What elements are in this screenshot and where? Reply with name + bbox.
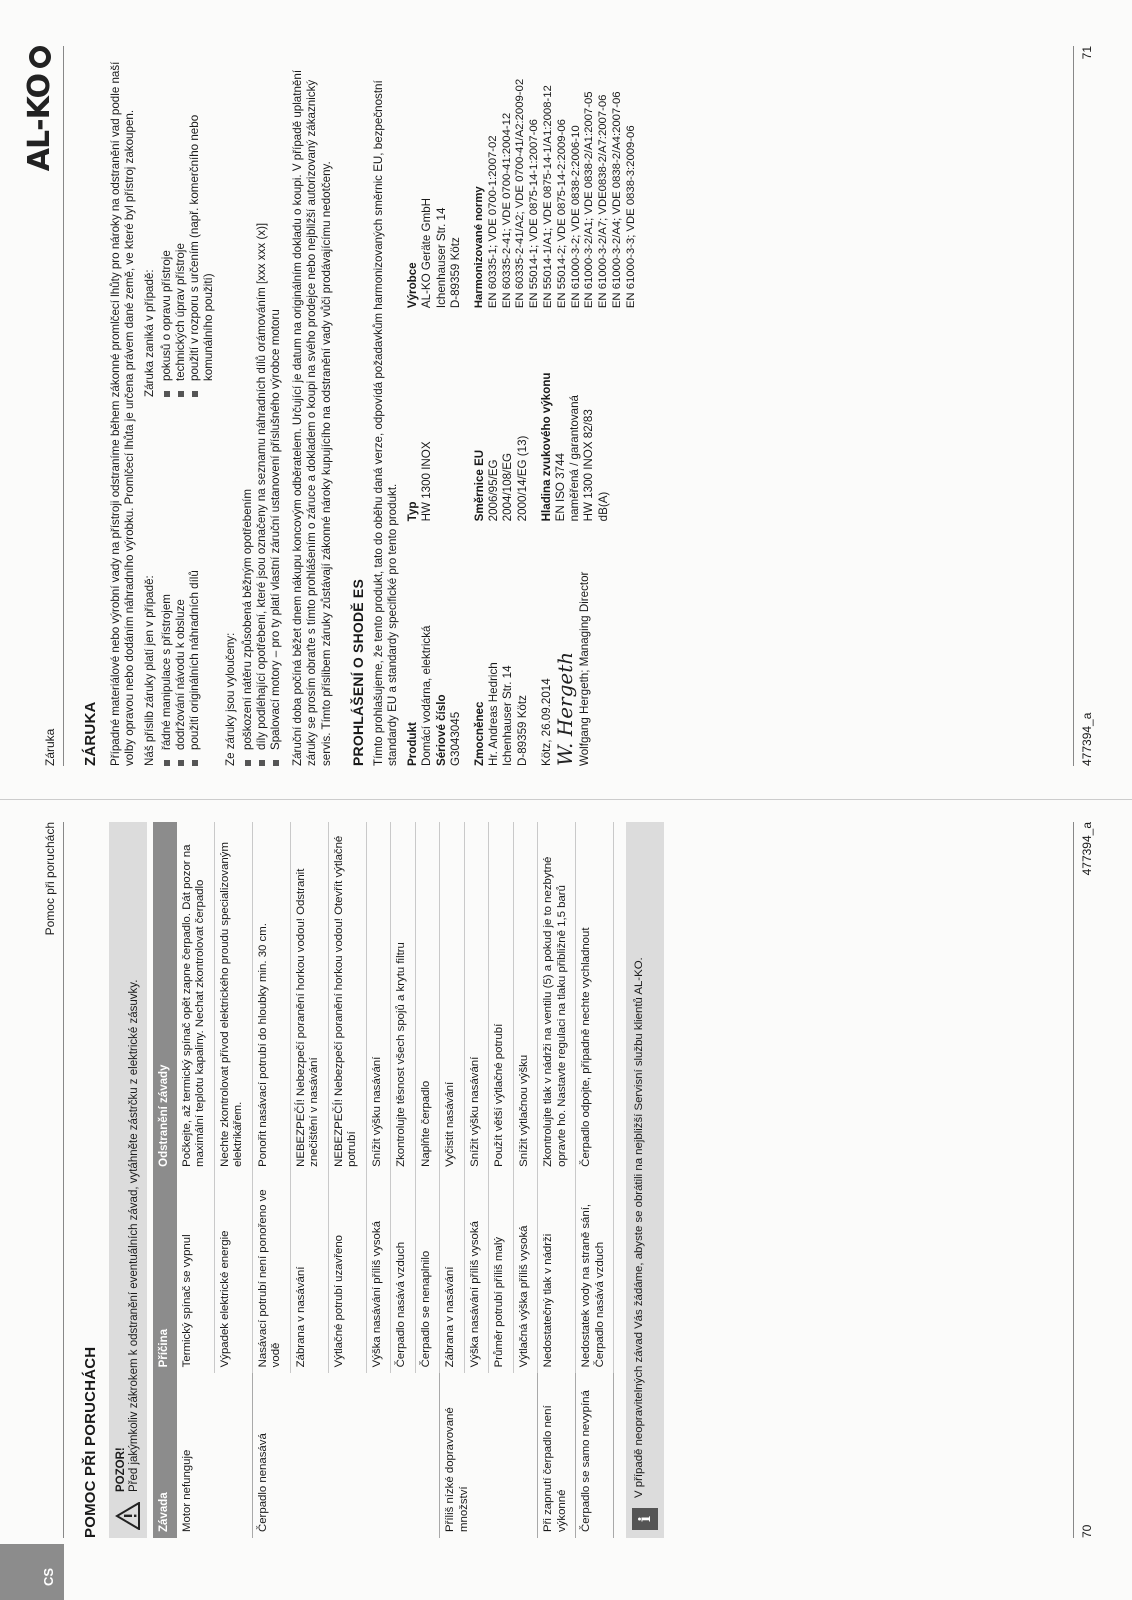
warranty-period-text: Záruční doba počíná běžet dnem nákupu koncovým odběratelem. Určující je datum na originálním dokladu o koupi. V případě uplatnění záruky se prosím obraťte s tímto prohlášením o záruce a dokladem o koupi na svého prodejce nebo nejbližší autorizovaný zákaznický servis. Tímto příslibem záruky zůstávají zákonné nároky kupujícího na odstranění vady vůči prodávajícímu nedotčeny. bbox=[291, 69, 333, 766]
norms-list bbox=[487, 46, 639, 308]
info-box bbox=[626, 822, 664, 1538]
declaration-text: Tímto prohlašujeme, že tento produkt, tato do oběhu daná verze, odpovídá požadavkům harmonizovaných směrnic EU, bezpečnostní standardy EU a standardy specifické pro tento produkt. bbox=[371, 80, 400, 766]
norm-line: EN 61000-3-3; VDE 0838-3:2009-06 bbox=[624, 125, 637, 309]
representative-line: D-89359 Kötz bbox=[515, 695, 529, 766]
cause-cell: Výtlačná výška příliš vysoká bbox=[513, 1173, 538, 1373]
remedy-cell: Zkontrolujte těsnost všech spojů a krytu filtru bbox=[391, 822, 416, 1173]
cause-cell: Výška nasávání příliš vysoká bbox=[464, 1173, 489, 1373]
manufacturer-line: Ichenhauser Str. 14 bbox=[434, 207, 448, 309]
page-header bbox=[0, 822, 64, 1586]
brand-logo: AL-KO bbox=[22, 46, 57, 171]
list-item: použití v rozporu s určením (např. komerčního nebo komunálního použití) bbox=[188, 46, 216, 397]
place-date: Kötz, 26.09.2014 bbox=[539, 678, 553, 766]
page-footer bbox=[1073, 46, 1094, 766]
declaration-details bbox=[406, 46, 648, 766]
directive-line: 2000/14/EG (13) bbox=[515, 435, 529, 522]
warranty-title: ZÁRUKA bbox=[82, 701, 99, 766]
page-footer bbox=[1073, 822, 1094, 1538]
representative-label: Zmocněnec bbox=[473, 701, 487, 766]
type-label: Typ bbox=[406, 501, 420, 522]
remedy-cell: Vyčistit nasávání bbox=[440, 822, 465, 1173]
valid-title: Náš příslib záruky platí jen v případě: bbox=[143, 575, 157, 766]
table-row bbox=[538, 822, 576, 1538]
cause-cell: Čerpadlo nasává vzduch bbox=[391, 1173, 416, 1373]
list-item: použití originálních náhradních dílů bbox=[188, 415, 202, 766]
fault-cell: Čerpadlo se samo nevypíná bbox=[576, 1373, 614, 1538]
info-text: V případě neopravitelných závad Vás žádáme, abyste se obrátili na nejbližší Servisní službu klientů AL-KO. bbox=[633, 957, 645, 1498]
valid-list bbox=[160, 415, 203, 766]
remedy-cell: Čerpadlo odpojte, případně nechte vychladnout bbox=[576, 822, 614, 1173]
serial-value: G3043045 bbox=[448, 711, 462, 766]
document-code: 477394_a bbox=[1080, 712, 1094, 766]
cause-cell: Výtlačné potrubí uzavřeno bbox=[328, 1173, 366, 1373]
language-tab: CS bbox=[0, 1544, 64, 1600]
table-row bbox=[576, 822, 614, 1538]
manufacturer-line: AL-KO Geräte GmbH bbox=[420, 197, 434, 309]
page-title: POMOC PŘI PORUCHÁCH bbox=[82, 1346, 99, 1538]
page-number: 70 bbox=[1080, 1524, 1094, 1538]
remedy-cell: Počkejte, až termický spínač opět zapne čerpadlo. Dát pozor na maximální teplotu kapaliny. Nechat zkontrolovat čerpadlo bbox=[177, 822, 215, 1173]
excluded-title: Ze záruky jsou vyloučeny: bbox=[224, 632, 238, 766]
remedy-cell: Snížit výšku nasávání bbox=[464, 822, 489, 1173]
product-value: Domácí vodárna, elektrická bbox=[420, 625, 434, 766]
cause-cell: Nedostatečný tlak v nádrži bbox=[538, 1173, 576, 1373]
norm-line: EN 55014-1/A1; VDE 0875-14-1/A1:2008-12 bbox=[542, 85, 555, 309]
cause-cell: Výška nasávání příliš vysoká bbox=[366, 1173, 391, 1373]
troubleshooting-table bbox=[153, 822, 614, 1538]
serial-label: Sériové číslo bbox=[434, 694, 448, 766]
cause-cell: Nasávací potrubí není ponořeno ve vodě bbox=[252, 1173, 290, 1373]
column-header: Odstranění závady bbox=[153, 822, 177, 1173]
page-number: 71 bbox=[1080, 46, 1094, 60]
directives-label: Směrnice EU bbox=[473, 449, 487, 522]
table-row bbox=[177, 822, 215, 1538]
norm-line: EN 61000-3-2; VDE 0838-2:2006-10 bbox=[569, 125, 582, 309]
list-item: díly podléhající opotřebení, které jsou označeny na seznamu náhradních dílů orámováním [xxx xxx (x)] bbox=[255, 46, 269, 766]
remedy-cell: Snížit výtlačnou výšku bbox=[513, 822, 538, 1173]
signer-name: Wolfgang Hergeth; Managing Director bbox=[578, 571, 592, 766]
noise-line: dB(A) bbox=[596, 491, 610, 522]
fault-cell: Motor nefunguje bbox=[177, 1373, 253, 1538]
section-header: Záruka bbox=[43, 728, 57, 766]
norm-line: EN 60335-1; VDE 0700-1:2007-02 bbox=[486, 135, 499, 309]
page-70 bbox=[0, 800, 1132, 1600]
product-label: Produkt bbox=[406, 722, 420, 766]
remedy-cell: Nechte zkontrolovat přívod elektrického proudu specializovaným elektrikářem. bbox=[214, 822, 252, 1173]
representative-line: Hr. Andreas Hedrich bbox=[487, 662, 501, 766]
manufacturer-label: Výrobce bbox=[406, 262, 420, 309]
void-list bbox=[160, 46, 217, 397]
cause-cell: Termický spínač se vypnul bbox=[177, 1173, 215, 1373]
norms-label: Harmonizované normy bbox=[473, 186, 486, 309]
noise-line: EN ISO 3744 bbox=[554, 453, 568, 522]
excluded-list bbox=[241, 46, 284, 766]
remedy-cell: NEBEZPEČÍ! Nebezpečí poranění horkou vodou! Otevřít výtlačné potrubí bbox=[328, 822, 366, 1173]
signature: W. Hergeth bbox=[553, 651, 578, 766]
warranty-conditions bbox=[143, 46, 216, 766]
type-value: HW 1300 INOX bbox=[420, 441, 434, 522]
warning-icon bbox=[115, 1502, 141, 1530]
table-row bbox=[440, 822, 465, 1538]
norm-line: EN 55014-1; VDE 0875-14-1:2007-06 bbox=[528, 119, 541, 309]
document-code: 477394_a bbox=[1080, 822, 1094, 876]
remedy-cell: Zkontrolujte tlak v nádrži na ventilu (5) a pokud je to nezbytné opravte ho. Nastavte regulaci na tlaku přibližně 1,5 barů bbox=[538, 822, 576, 1173]
column-header: Příčina bbox=[153, 1173, 177, 1373]
warning-box bbox=[109, 822, 147, 1538]
norm-line: EN 60335-2-41; VDE 0700-41:2004-12 bbox=[500, 112, 513, 309]
manufacturer-line: D-89359 Kötz bbox=[448, 237, 462, 309]
logo-ring-icon bbox=[29, 46, 51, 68]
directive-line: 2006/95/EG bbox=[487, 459, 501, 522]
column-header: Závada bbox=[153, 1373, 177, 1538]
list-item: Spalovací motory – pro ty platí vlastní záruční ustanovení příslušného výrobce motoru bbox=[269, 46, 283, 766]
norm-line: EN 61000-3-2/A7; VDE0838-2/A7:2007-06 bbox=[597, 94, 610, 309]
remedy-cell: Snížit výšku nasávání bbox=[366, 822, 391, 1173]
remedy-cell: Použít větší výtlačné potrubí bbox=[489, 822, 514, 1173]
representative-line: Ichenhauser Str. 14 bbox=[501, 665, 515, 766]
table-row bbox=[252, 822, 290, 1538]
remedy-cell: NEBEZPEČÍ! Nebezpečí poranění horkou vodou! Odstranit znečištění v nasávání bbox=[290, 822, 328, 1173]
remedy-cell: Naplňte čerpadlo bbox=[415, 822, 440, 1173]
cause-cell: Nedostatek vody na straně sání, Čerpadlo nasává vzduch bbox=[576, 1173, 614, 1373]
declaration-title: PROHLÁŠENÍ O SHODĚ ES bbox=[349, 578, 366, 766]
norm-line: EN 55014-2; VDE 0875-14-2:2009-06 bbox=[555, 119, 568, 309]
fault-cell: Čerpadlo nenasává bbox=[252, 1373, 440, 1538]
fault-cell: Při zapnutí čerpadlo není výkonné bbox=[538, 1373, 576, 1538]
warning-text: Před jakýmkoliv zákrokem k odstranění eventuálních závad, vytáhněte zástrčku z elektrické zásuvky. bbox=[128, 979, 140, 1492]
page-header bbox=[0, 46, 64, 766]
list-item: pokusů o opravu přístroje bbox=[160, 46, 174, 397]
noise-line: naměřená / garantovaná bbox=[568, 395, 582, 522]
cause-cell: Průměr potrubí příliš malý bbox=[489, 1173, 514, 1373]
list-item: poškození nátěru způsobená běžným opotřebením bbox=[241, 46, 255, 766]
cause-cell: Výpadek elektrické energie bbox=[214, 1173, 252, 1373]
remedy-cell: Ponořit nasávací potrubí do hloubky min. 30 cm. bbox=[252, 822, 290, 1173]
fault-cell: Příliš nízké dopravované množství bbox=[440, 1373, 538, 1538]
section-header: Pomoc při poruchách bbox=[43, 822, 57, 936]
warning-title: POZOR! bbox=[115, 1447, 127, 1492]
cause-cell: Zábrana v nasávání bbox=[290, 1173, 328, 1373]
void-title: Záruka zaniká v případě: bbox=[143, 269, 157, 397]
noise-label: Hladina zvukového výkonu bbox=[539, 372, 553, 522]
norm-line: EN 61000-3-2/A4; VDE 0838-2/A4:2007-06 bbox=[611, 91, 624, 309]
info-icon: i bbox=[632, 1508, 658, 1530]
list-item: řádné manipulace s přístrojem bbox=[160, 415, 174, 766]
list-item: dodržování návodu k obsluze bbox=[174, 415, 188, 766]
norm-line: EN 60335-2-41/A2; VDE 0700-41/A2:2009-02 bbox=[514, 78, 527, 309]
norm-line: EN 61000-3-2/A1; VDE 0838-2/A1:2007-05 bbox=[583, 91, 596, 309]
directive-line: 2004/108/EG bbox=[501, 453, 515, 522]
cause-cell: Čerpadlo se nenaplnilo bbox=[415, 1173, 440, 1373]
noise-line: HW 1300 INOX 82/83 bbox=[582, 409, 596, 522]
warranty-intro: Případné materiálové nebo výrobní vady na přístroji odstraníme během zákonné promlčecí lhůty pro nároky na odstranění vad podle naší volby opravou nebo dodáním náhradního výrobku. Promlčecí lhůta je určena právem dané země, ve které byl přístroj zakoupen. bbox=[109, 61, 137, 766]
list-item: technických úprav přístroje bbox=[174, 46, 188, 397]
cause-cell: Zábrana v nasávání bbox=[440, 1173, 465, 1373]
